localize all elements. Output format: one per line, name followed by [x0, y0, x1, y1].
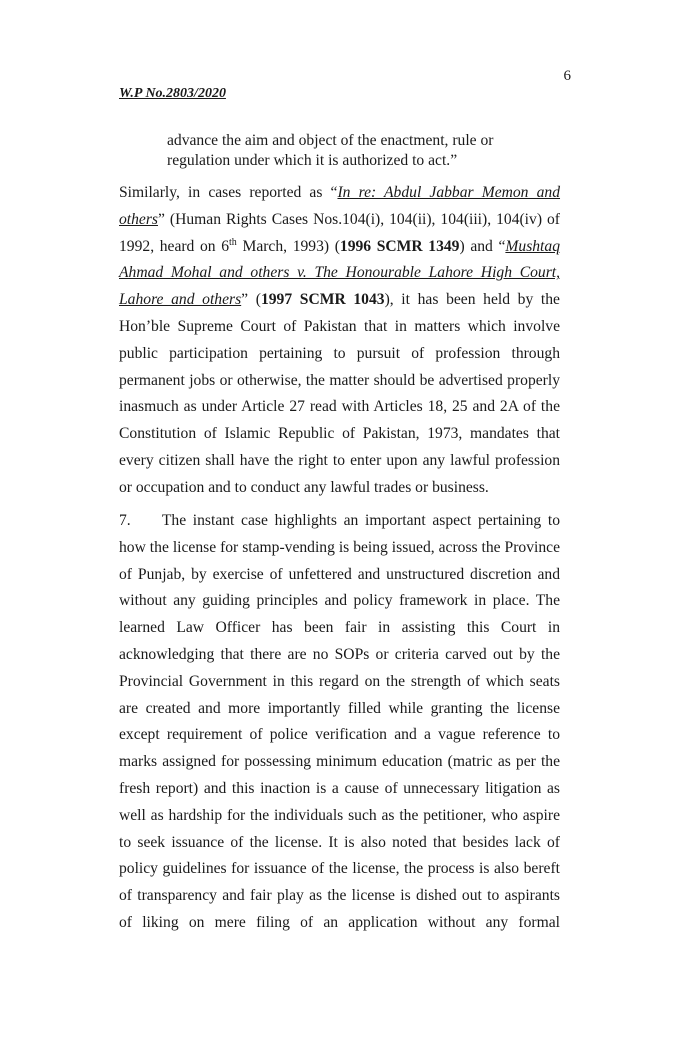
text-line: Lahore and others” (1997 SCMR 1043), it has been held by the: [119, 291, 560, 309]
case-citation-title: Lahore and others: [119, 291, 242, 309]
text-line: permanent jobs or otherwise, the matter should be advertised properly: [119, 371, 560, 389]
text-line: of Punjab, by exercise of unfettered and unstructured discretion and: [119, 565, 560, 583]
law-report-citation: 1996 SCMR 1349: [339, 237, 460, 255]
text-line: Hon’ble Supreme Court of Pakistan that in matters which involve: [119, 317, 560, 335]
quote-line: advance the aim and object of the enactment, rule or: [167, 132, 494, 149]
text-line: except requirement of police verification and a vague reference to: [119, 726, 560, 744]
text-line: public participation pertaining to pursuit of profession through: [119, 344, 560, 362]
text-line: [119, 260, 560, 287]
text-line: well as hardship for the individuals such as the petitioner, who aspire: [119, 806, 560, 824]
text-line: learned Law Officer has been fair in assisting this Court in: [119, 619, 560, 637]
text-line: fresh report) and this inaction is a cause of unnecessary litigation as: [119, 779, 560, 797]
text-line: or occupation and to conduct any lawful trades or business.: [119, 478, 489, 496]
case-citation-title: In re: Abdul Jabbar Memon and: [337, 184, 561, 201]
text-line: others” (Human Rights Cases Nos.104(i), 104(ii), 104(iii), 104(iv) of: [119, 210, 560, 228]
paragraph-similarly: [119, 180, 560, 502]
case-citation-title: Mushtaq: [505, 237, 560, 255]
text-line: how the license for stamp-vending is being issued, across the Province: [119, 538, 560, 556]
text-line: 1992, heard on 6th March, 1993) (1996 SCMR 1349) and “Mushtaq: [119, 236, 560, 255]
quote-line: regulation under which it is authorized to act.”: [167, 152, 458, 169]
text-line: without any guiding principles and policy framework in place. The: [119, 592, 560, 610]
text-line: 7. The instant case highlights an important aspect pertaining to: [119, 512, 560, 529]
text-line: inasmuch as under Article 27 read with Articles 18, 25 and 2A of the: [119, 398, 560, 416]
text-line: policy guidelines for issuance of the license, the process is also bereft: [119, 860, 560, 878]
law-report-citation: 1997 SCMR 1043: [260, 291, 385, 309]
case-citation-title: others: [119, 210, 158, 228]
text-line: to seek issuance of the license. It is also noted that besides lack of: [119, 833, 560, 851]
text-line: Similarly, in cases reported as “In re: Abdul Jabbar Memon and: [119, 184, 561, 201]
text-line: Provincial Government in this regard on the strength of which seats: [119, 672, 560, 690]
text-line: of transparency and fair play as the license is dished out to aspirants: [119, 887, 560, 905]
block-quote: [167, 131, 559, 171]
case-citation-title: Ahmad Mohal and others v. The Honourable Lahore High Court,: [119, 264, 560, 282]
paragraph-7: [119, 508, 560, 937]
text-line: Constitution of Islamic Republic of Pakistan, 1973, mandates that: [119, 425, 560, 443]
case-reference-header: W.P No.2803/2020: [119, 86, 226, 101]
text-line: are created and more importantly filled while granting the license: [119, 699, 560, 717]
text-line: acknowledging that there are no SOPs or criteria carved out by the: [119, 645, 560, 663]
text-line: of liking on mere filing of an application without any formal: [119, 913, 560, 931]
page-number: 6: [563, 68, 571, 84]
text-line: marks assigned for possessing minimum education (matric as per the: [119, 753, 560, 771]
text-line: every citizen shall have the right to enter upon any lawful profession: [119, 451, 560, 469]
